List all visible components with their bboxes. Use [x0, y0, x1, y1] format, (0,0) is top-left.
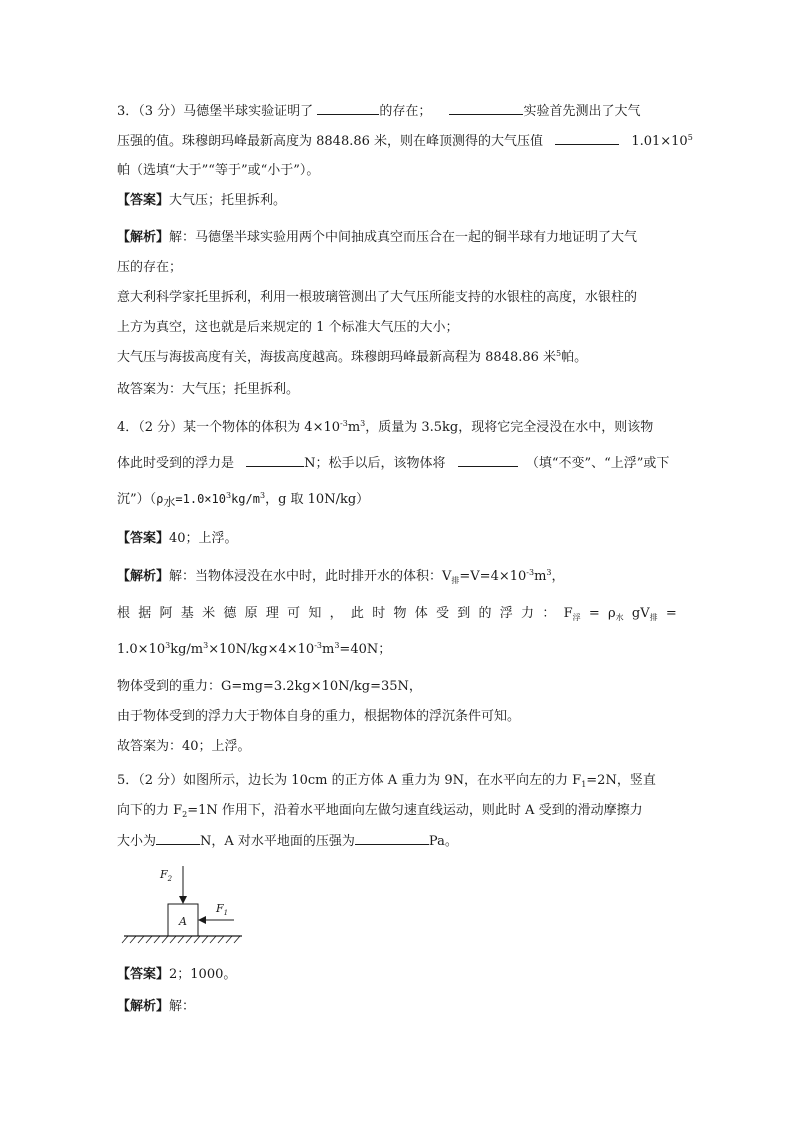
blank-3 — [555, 131, 619, 145]
f2-label: $F_2$ — [160, 868, 173, 883]
blank-4 — [246, 453, 304, 467]
q4-line-1: 4．（2 分）某一个物体的体积为 $4\times 10^{-3}m^3$，质量为 3.5kg，现将它完全浸没在水中，则该物 — [117, 419, 654, 435]
q5-answer: 【答案】2；1000。 — [117, 967, 237, 982]
q3-line-2: 压强的值。珠穆朗玛峰最新高度为 8848.86 米，则在峰顶测得的大气压值 $1.01\times 10^5$ — [117, 133, 693, 149]
blank-2 — [449, 101, 523, 115]
block-label: A — [179, 915, 187, 928]
q4-line-2: 体此时受到的浮力是 N；松手以后，该物体将 （填“不变”、“上浮”或下 — [117, 453, 669, 474]
q3-final-answer: 故答案为：大气压；托里拆利。 — [117, 382, 300, 397]
q3-analysis-line-2: 压的存在； — [117, 260, 183, 275]
f1-label: $F_1$ — [216, 902, 229, 917]
blank-6 — [156, 831, 200, 845]
blank-5 — [458, 453, 518, 467]
q4-final-answer: 故答案为：40；上浮。 — [117, 739, 251, 754]
q3-analysis-line-4: 上方为真空，这也就是后来规定的 1 个标准大气压的大小； — [117, 320, 459, 335]
q3-analysis-line-1: 【解析】解：马德堡半球实验用两个中间抽成真空而压合在一起的铜半球有力地证明了大气 — [117, 230, 638, 245]
q5-line-1: 5．（2 分）如图所示，边长为 10cm 的正方体 A 重力为 9N，在水平向左的力 $F_1=2N$，竖直 — [117, 773, 656, 789]
q4-analysis-line-1: 【解析】解：当物体浸没在水中时，此时排开水的体积：$V_排=V=4\times 10^{-3}m^3$， — [117, 568, 565, 585]
q3-analysis-line-5: 大气压与海拔高度有关，海拔高度越高。珠穆朗玛峰最新高程为 8848.86 米$^5$帕。 — [117, 349, 588, 365]
q3-analysis-line-3: 意大利科学家托里拆利，利用一根玻璃管测出了大气压所能支持的水银柱的高度，水银柱的 — [117, 290, 638, 305]
q4-analysis-line-4: 物体受到的重力：G=mg=3.2kg×10N/kg=35N， — [117, 679, 422, 694]
q5-analysis-line-1: 【解析】解： — [117, 999, 196, 1014]
q4-answer: 【答案】40；上浮。 — [117, 531, 238, 546]
q3-line-3: 帕（选填“大于”“等于”或“小于”）。 — [117, 163, 320, 178]
q4-analysis-line-2: 根 据 阿 基 米 德 原 理 可 知 ， 此 时 物 体 受 到 的 浮 力 ： $F_浮$ = $\rho_水$ $gV_排$ = — [117, 606, 677, 622]
f2-arrowhead — [179, 896, 187, 904]
ground-hatching — [122, 936, 240, 943]
blank-7 — [355, 831, 429, 845]
q4-line-3: 沉$”)(\rho_水=1.0\times 10^3kg/m^3$，g 取 10N/kg） — [117, 491, 370, 509]
blank-1 — [317, 101, 379, 115]
q5-line-2: 向下的力 $F_2=1N$ 作用下，沿着水平地面向左做匀速直线运动，则此时 A 受到的滑动摩擦力 — [117, 803, 643, 819]
q3-line-1: 3．（3 分）马德堡半球实验证明了 的存在； 实验首先测出了大气 — [117, 101, 641, 122]
q4-analysis-line-5: 由于物体受到的浮力大于物体自身的重力，根据物体的浮沉条件可知。 — [117, 709, 521, 724]
q3-answer: 【答案】大气压；托里拆利。 — [117, 193, 287, 208]
f1-arrowhead — [198, 916, 206, 924]
q5-line-3: 大小为 N，A 对水平地面的压强为 Pa。 — [117, 831, 458, 852]
q4-analysis-line-3: $1.0\times 10^3kg/m^3\times 10N/kg\times 4\times 10^{-3}m^3=40N$； — [117, 641, 392, 657]
force-diagram — [120, 862, 250, 952]
